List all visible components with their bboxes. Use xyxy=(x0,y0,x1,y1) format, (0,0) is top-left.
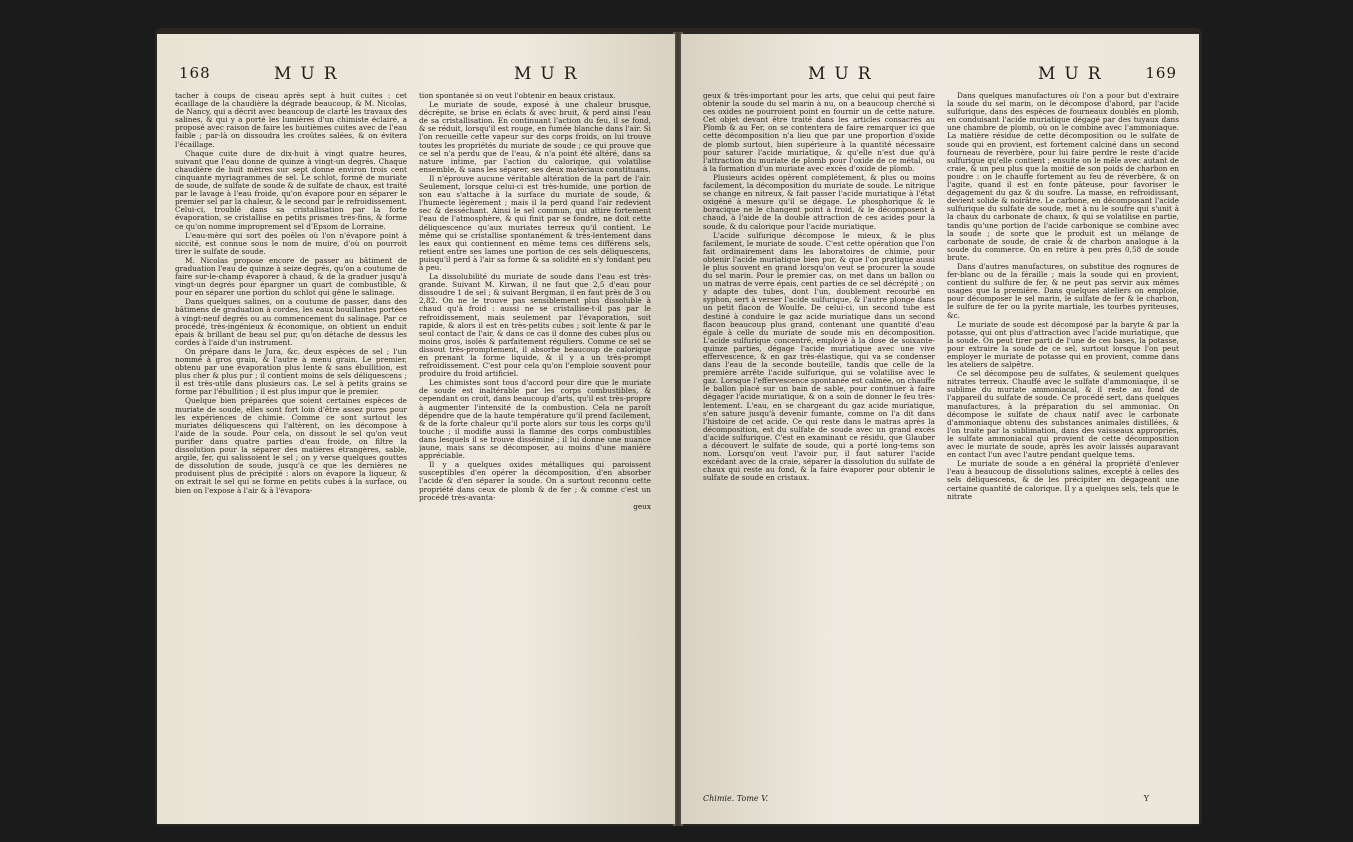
paragraph: L'eau-mère qui sort des poêles où l'on n'évapore point à siccité, est connue sous le nom de muire, d'où on pourroit tirer le sulfate de soude. xyxy=(175,230,407,256)
paragraph: tion spontanée si on veut l'obtenir en beaux cristaux. xyxy=(419,92,616,100)
left-running-head xyxy=(169,64,663,88)
text-column-right xyxy=(419,92,651,812)
paragraph: Dans d'autres manufactures, on substitue des rognures de fer-blanc ou de la féraille ; mais la soude qui en provient, contient du sulfure de fer, & ne peut pas servir aux mêmes usages que la première. Dans quelques ateliers on emploie, pour décomposer le sel marin, le sulfate de fer & le charbon, le sulfure de fer ou la pyrite martiale, les tourbes pyriteuses, &c. xyxy=(947,261,1179,320)
paragraph: Il y a quelques oxides métalliques qui paroissent susceptibles d'en opérer la décomposition, d'en absorber l'acide & d'en séparer la soude. On a surtout reconnu cette propriété dans ceux de plomb & de fer ; & comme c'est un procédé très-avanta- xyxy=(419,460,651,502)
running-title: MUR xyxy=(1038,64,1110,84)
running-title: MUR xyxy=(514,64,586,84)
page-number: 169 xyxy=(1145,64,1177,82)
text-column-right xyxy=(947,92,1179,812)
left-page xyxy=(157,34,675,824)
paragraph: Les chimistes sont tous d'accord pour dire que le muriate de soude est inaltérable par les corps combustibles, & cependant on croit, dans beaucoup d'arts, qu'il est très-propre à augmenter l'intensité de la combustion. Cela ne paroît dépendre que de la haute température qu'il prend facilement, & de la forte chaleur qu'il porte alors sur tous les corps qu'il touche ; il modifie aussi la flamme des corps combustibles dans lesquels il se trouve disséminé ; il lui donne une nuance jaune, mais sans se décomposer, au moins d'une manière appréciable. xyxy=(419,378,651,461)
catchword: geux xyxy=(633,501,651,511)
right-page xyxy=(681,34,1199,824)
paragraph: Dans quelques manufactures où l'on a pour but d'extraire la soude du sel marin, on le décompose d'abord, par l'acide sulfurique, dans des espèces de fourneaux doublés en plomb, en conduisant l'acide muriatique dégagé par des tuyaux dans une chambre de plomb, où on le combine avec l'ammoniaque. La matière résidue de cette décomposition ou le sulfate de soude qui en provient, est fortement calciné dans un second fourneau de réverbère, pour lui faire perdre le reste d'acide sulfurique qu'elle contient ; ensuite on le mêle avec autant de craie, & un peu plus que la moitié de son poids de charbon en poudre : on le chauffe fortement au feu de réverbère, & on l'agite, quand il est en fonte pâteuse, pour favoriser le dégagement du gaz & du soufre. La masse, en refroidissant, devient solide & noirâtre. Le carbone, en décomposant l'acide sulfurique du sulfate de soude, met à nu le soufre qui s'unit à la chaux du carbonate de chaux, & qui se volatilise en partie, tandis qu'une portion de l'acide carbonique se combine avec la soude ; de sorte que le produit est un mélange de carbonate de soude, de craie & de charbon analogue à la soude du commerce. On en retire à peu près 0,58 de soude brute. xyxy=(947,92,1179,262)
paragraph: Plusieurs acides opèrent complétement, & plus ou moins facilement, la décomposition du muriate de soude. Le nitrique se change en nitreux, & fait passer l'acide muriatique à l'état oxigéné à mesure qu'il se dégage. Le phosphorique & le boracique ne le changent point à froid, & le décomposent à chaud, à l'aide de la double attraction de ces acides pour la soude, & du calorique pour l'acide muriatique. xyxy=(703,172,935,231)
paragraph: Il n'éprouve aucune véritable altération de la part de l'air. Seulement, lorsque celui-ci est très-humide, une portion de son eau s'attache à la surface du muriate de soude, & l'humecte légèrement ; mais il la perd quand l'air redevient sec & desséchant. Ainsi le sel commun, qui attire fortement l'eau de l'atmosphère, & qui finit par se fondre, ne doit cette déliquescence qu'aux muriates terreux qu'il contient. Le même qui se cristallise spontanément & très-lentement dans les eaux qui contiennent en même tems ces différens sels, retient entre ses lames une portion de ces sels déliquescens, puisqu'il perd à l'air sa forme & sa solidité en s'y fondant peu à peu. xyxy=(419,173,651,272)
book-spread xyxy=(155,28,1202,826)
text-column-left xyxy=(703,92,935,812)
right-running-head xyxy=(693,64,1187,88)
paragraph: Quelque bien préparées que soient certaines espèces de muriate de soude, elles sont fort loin d'être assez pures pour les expériences de chimie. Comme ce sont surtout les muriates déliquescens qui l'altèrent, on les décompose à l'aide de la soude. Pour cela, on dissout le sel qu'on veut purifier dans quatre parties d'eau froide, on filtre la dissolution pour la séparer des matières étrangères, sable, argile, fer, qui salissoient le sel ; on y verse quelques gouttes de dissolution de soude, jusqu'à ce que les dernières ne produisent plus de précipité : alors on évapore la liqueur, & on extrait le sel qui se forme en petits cubes à la surface, ou bien on l'expose à l'air & à l'évapora- xyxy=(175,396,407,495)
signature-mark: Y xyxy=(1143,794,1149,803)
paragraph: Le muriate de soude est décomposé par la baryte & par la potasse, qui ont plus d'attraction avec l'acide muriatique, que la soude. On peut tirer parti de l'une de ces bases, la potasse, pour extraire la soude de ce sel, surtout lorsque l'on peut employer le muriate de potasse qui en provient, comme dans les ateliers de salpêtre. xyxy=(947,319,1179,370)
paragraph: On prépare dans le Jura, &c. deux espèces de sel ; l'un nommé à gros grain, & l'autre à menu grain. Le premier, obtenu par une évaporation plus lente & sans ébullition, est plus cher & plus pur ; il contient moins de sels déliquescens ; il est très-utile dans plusieurs cas. Le sel à petits grains se forme par l'ébullition ; il est plus impur que le premier. xyxy=(175,346,407,397)
volume-footer: Chimie. Tome V. xyxy=(703,794,769,803)
running-title: MUR xyxy=(274,64,346,84)
running-title: MUR xyxy=(808,64,880,84)
page-number: 168 xyxy=(179,64,211,82)
text-column-left xyxy=(175,92,407,812)
paragraph: Dans quelques salines, on a coutume de passer, dans des bâtimens de graduation à cordes, les eaux bouillantes portées à vingt-neuf degrés ou au commencement du salinage. Par ce procédé, très-ingénieux & économique, on obtient un enduit épais & brillant de beau sel pur, qu'on détache de dessus les cordes à l'aide d'un instrument. xyxy=(175,297,407,347)
page-footer xyxy=(703,794,935,806)
paragraph: Ce sel décompose peu de sulfates, & seulement quelques nitrates terreux. Chauffé avec le sulfate d'ammoniaque, il se sublime du muriate ammoniacal, & il reste au fond de l'appareil du sulfate de soude. Ce procédé sert, dans quelques manufactures, à la préparation du sel ammoniac. On décompose le sulfate de chaux natif avec le carbonate d'ammoniaque obtenu des substances animales distillées, & l'on traite par la sublimation, dans des vaisseaux appropriés, le sulfate ammoniacal qui provient de cette décomposition avec le muriate de soude, après les avoir laissés auparavant en contact l'un avec l'autre pendant quelque tems. xyxy=(947,369,1179,460)
paragraph: L'acide sulfurique décompose le mieux, & le plus facilement, le muriate de soude. C'est cette opération que l'on fait ordinairement dans les laboratoires de chimie, pour obtenir l'acide muriatique bien pur, & que l'on pratique aussi le plus souvent en grand lorsqu'on veut se procurer la soude du sel marin. Pour le premier cas, on met dans un ballon ou un matras de verre épais, cent parties de ce sel décrépité ; on y adapte des tubes, dont l'un, doublement recourbé en syphon, sert à verser l'acide sulfurique, & l'autre plonge dans un petit flacon de Woulfe. De celui-ci, un second tube est destiné à conduire le gaz acide muriatique dans un second flacon beaucoup plus grand, contenant une quantité d'eau égale à celle du muriate de soude mis en décomposition. L'acide sulfurique concentré, employé à la dose de soixante-quinze parties, dégage l'acide muriatique avec une vive effervescence, & en gaz très-élastique, qui va se condenser dans l'eau de la seconde bouteille, tandis que celle de la première arrête l'acide sulfurique, qui se volatilise avec le gaz. Lorsque l'effervescence spontanée est calmée, on chauffe le ballon placé sur un bain de sable, pour continuer à faire dégager l'acide muriatique, & on a soin de donner le feu très-lentement. L'eau, en se chargeant du gaz acide muriatique, s'en sature jusqu'à devenir fumante, comme on l'a dit dans l'histoire de cet acide. Ce qui reste dans le matras après la décomposition, est du sulfate de soude avec un grand excès d'acide sulfurique. C'est en examinant ce résidu, que Glauber a découvert le sulfate de soude, qui a porté long-tems son nom. Lorsqu'on veut l'avoir pur, il faut saturer l'acide excédant avec de la craie, séparer la dissolution du sulfate de chaux qui reste au fond, & la faire évaporer pour obtenir le sulfate de soude en cristaux. xyxy=(703,230,935,483)
paragraph: Chaque cuite dure de dix-huit à vingt quatre heures, suivant que l'eau donne de quinze à vingt-un degrés. Chaque chaudière de huit mètres sur sept donne environ trois cent cinquante myriagrammes de sel. Le schlot, formé de muriate de soude, de sulfate de soude & de sulfate de chaux, est traité par le lavage à l'eau froide, qu'on évapore pour en séparer le premier sel par la chaleur, & le second par le refroidissement. Celui-ci, troublé dans sa cristallisation par la forte évaporation, se cristallise en petits prismes très-fins, & forme ce qu'on nomme improprement sel d'Epsom de Lorraine. xyxy=(175,148,407,231)
paragraph: Le muriate de soude, exposé à une chaleur brusque, décrépite, se brise en éclats & avec bruit, & perd ainsi l'eau de sa cristallisation. En continuant l'action du feu, il se fond, & se réduit, lorsqu'il est rouge, en fumée blanche dans l'air. Si l'on recueille cette vapeur sur des corps froids, on lui trouve toutes les propriétés du muriate de soude ; ce qui prouve que ce sel n'a perdu que de l'eau, & n'a point été altéré, dans sa nature intime, par l'action du calorique, qui volatilise ensemble, & sans les séparer, ses deux matériaux constituans. xyxy=(419,100,651,174)
paragraph: La dissolubilité du muriate de soude dans l'eau est très-grande. Suivant M. Kirwan, il ne faut que 2,5 d'eau pour dissoudre 1 de sel ; & suivant Bergman, il en faut près de 3 ou 2,82. On ne le trouve pas sensiblement plus dissoluble à chaud qu'à froid : aussi ne se cristallise-t-il pas par le refroidissement, mais seulement par l'évaporation, soit rapide, & alors il est en très-petits cubes ; soit lente & par le seul contact de l'air, & dans ce cas il donne des cubes plus ou moins gros, isolés & parfaitement réguliers. Comme ce sel se dissout très-promptement, il absorbe beaucoup de calorique en prenant la forme liquide, & il y a un très-prompt refroidissement. C'est pour cela qu'on l'emploie souvent pour produire du froid artificiel. xyxy=(419,272,651,379)
paragraph: tacher à coups de ciseau après sept à huit cuites : cet écaillage de la chaudière la dégrade beaucoup, & M. Nicolas, de Nancy, qui a décrit avec beaucoup de clarté les travaux des salines, & qui y a porté les lumières d'un chimiste éclairé, a proposé avec raison de faire les huitièmes cuites avec de l'eau faible ; par-là on dissoudra les croûtes salées, & on évitera l'écaillage. xyxy=(175,92,407,149)
paragraph: geux & très-important pour les arts, que celui qui peut faire obtenir la soude du sel marin à nu, on a beaucoup cherché si ces oxides ne pourroient point en fournir un de cette nature. Cet objet devant être traité dans les articles consacrés au Plomb & au Fer, on se contentera de faire remarquer ici que cette décomposition n'a lieu que par une proportion d'oxide de plomb surtout, bien supérieure à la quantité nécessaire pour saturer l'acide muriatique, & qu'elle n'est due qu'à l'attraction du muriate de plomb pour l'oxide de ce métal, ou à la formation d'un muriate avec excès d'oxide de plomb. xyxy=(703,92,935,173)
paragraph: Le muriate de soude a en général la propriété d'enlever l'eau à beaucoup de dissolutions salines, excepté à celles des sels déliquescens, & de les précipiter en dégageant une certaine quantité de calorique. Il y a quelques sels, tels que le nitrate xyxy=(947,459,1179,501)
paragraph: M. Nicolas propose encore de passer au bâtiment de graduation l'eau de quinze à seize degrés, qu'on a coutume de faire sur-le-champ évaporer à chaud, & de la graduer jusqu'à vingt-un degrés pour épargner un quart de combustible, & pour en séparer une portion du schlot qui gêne le salinage. xyxy=(175,255,407,298)
signature-footer xyxy=(947,794,1179,806)
